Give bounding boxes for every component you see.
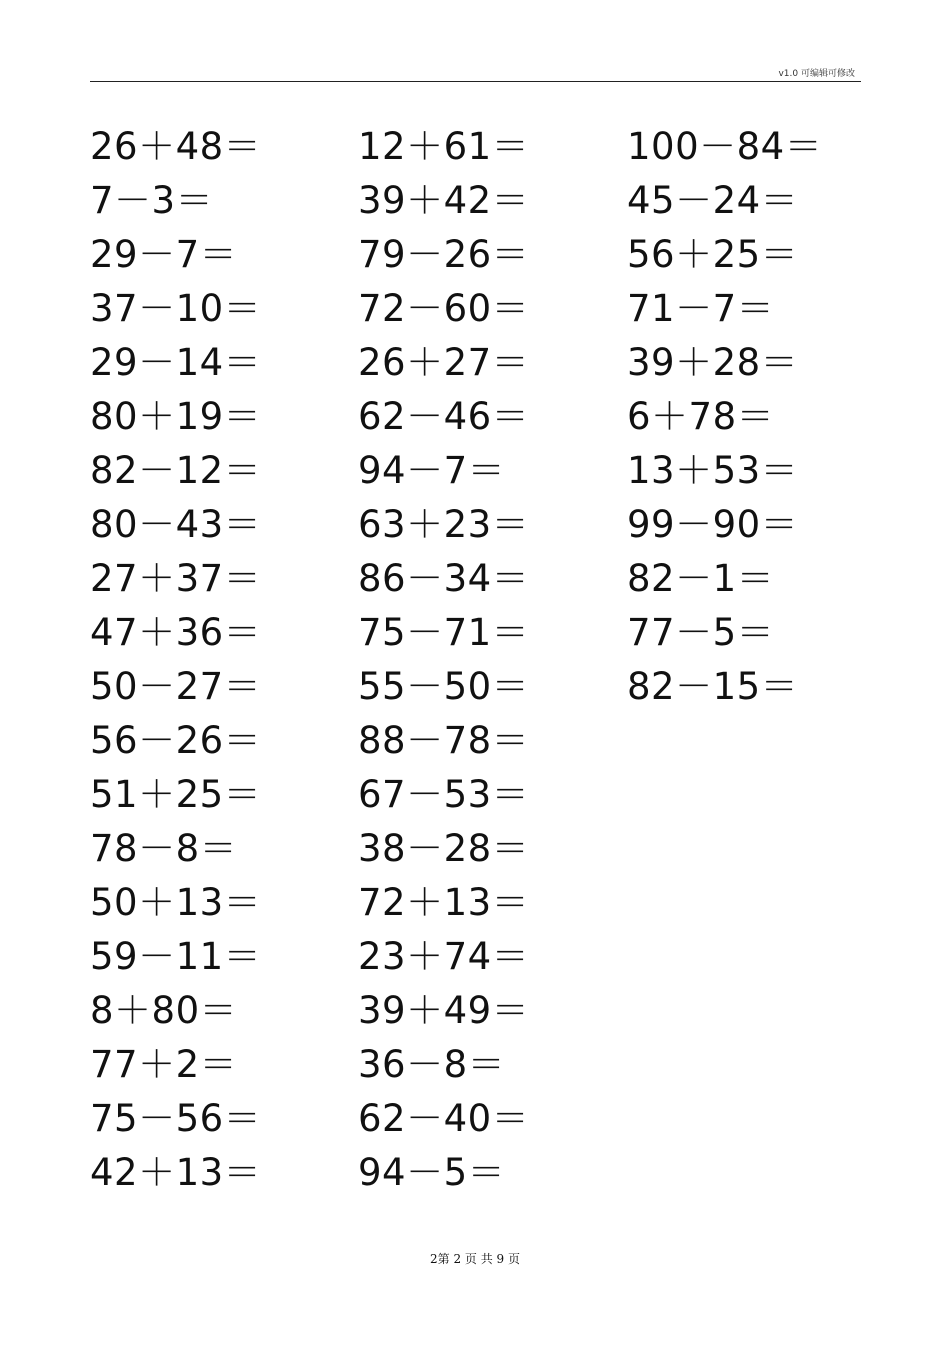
arithmetic-problem: 26＋27＝ [358, 341, 530, 384]
problem-column-1 [90, 120, 261, 1200]
arithmetic-problem: 56－26＝ [90, 719, 262, 762]
arithmetic-problem: 72－60＝ [358, 287, 530, 330]
arithmetic-problem: 99－90＝ [627, 503, 799, 546]
arithmetic-problem: 26＋48＝ [90, 125, 262, 168]
arithmetic-problem: 8＋80＝ [90, 989, 238, 1032]
version-tag: v1.0 可编辑可修改 [778, 69, 855, 79]
arithmetic-problem: 51＋25＝ [90, 773, 262, 816]
arithmetic-problem: 50＋13＝ [90, 881, 262, 924]
arithmetic-problem: 94－7＝ [358, 449, 506, 492]
header-divider [90, 81, 861, 82]
arithmetic-problem: 82－12＝ [90, 449, 262, 492]
arithmetic-problem: 6＋78＝ [627, 395, 775, 438]
arithmetic-problem: 94－5＝ [358, 1151, 506, 1194]
arithmetic-problem: 29－14＝ [90, 341, 262, 384]
arithmetic-problem: 77＋2＝ [90, 1043, 238, 1086]
arithmetic-problem: 82－15＝ [627, 665, 799, 708]
arithmetic-problem: 7－3＝ [90, 179, 214, 222]
arithmetic-problem: 78－8＝ [90, 827, 238, 870]
arithmetic-problem: 62－46＝ [358, 395, 530, 438]
arithmetic-problem: 63＋23＝ [358, 503, 530, 546]
arithmetic-problem: 29－7＝ [90, 233, 238, 276]
arithmetic-problem: 12＋61＝ [358, 125, 530, 168]
arithmetic-problem: 27＋37＝ [90, 557, 262, 600]
arithmetic-problem: 36－8＝ [358, 1043, 506, 1086]
page-number: 2第 2 页 共 9 页 [430, 1252, 520, 1266]
arithmetic-problem: 86－34＝ [358, 557, 530, 600]
arithmetic-problem: 39＋28＝ [627, 341, 799, 384]
arithmetic-problem: 45－24＝ [627, 179, 799, 222]
arithmetic-problem: 77－5＝ [627, 611, 775, 654]
arithmetic-problem: 75－56＝ [90, 1097, 262, 1140]
arithmetic-problem: 42＋13＝ [90, 1151, 262, 1194]
arithmetic-problem: 75－71＝ [358, 611, 530, 654]
arithmetic-problem: 67－53＝ [358, 773, 530, 816]
arithmetic-problem: 80－43＝ [90, 503, 262, 546]
arithmetic-problem: 38－28＝ [358, 827, 530, 870]
arithmetic-problem: 55－50＝ [358, 665, 530, 708]
arithmetic-problem: 47＋36＝ [90, 611, 262, 654]
arithmetic-problem: 80＋19＝ [90, 395, 262, 438]
arithmetic-problem: 100－84＝ [627, 125, 823, 168]
arithmetic-problem: 71－7＝ [627, 287, 775, 330]
arithmetic-problem: 59－11＝ [90, 935, 262, 978]
problem-column-2 [358, 120, 529, 1200]
arithmetic-problem: 82－1＝ [627, 557, 775, 600]
arithmetic-problem: 39＋42＝ [358, 179, 530, 222]
problem-column-3 [627, 120, 822, 714]
arithmetic-problem: 13＋53＝ [627, 449, 799, 492]
arithmetic-problem: 37－10＝ [90, 287, 262, 330]
arithmetic-problem: 23＋74＝ [358, 935, 530, 978]
arithmetic-problem: 50－27＝ [90, 665, 262, 708]
arithmetic-problem: 39＋49＝ [358, 989, 530, 1032]
arithmetic-problem: 79－26＝ [358, 233, 530, 276]
arithmetic-problem: 62－40＝ [358, 1097, 530, 1140]
arithmetic-problem: 72＋13＝ [358, 881, 530, 924]
arithmetic-problem: 56＋25＝ [627, 233, 799, 276]
arithmetic-problem: 88－78＝ [358, 719, 530, 762]
